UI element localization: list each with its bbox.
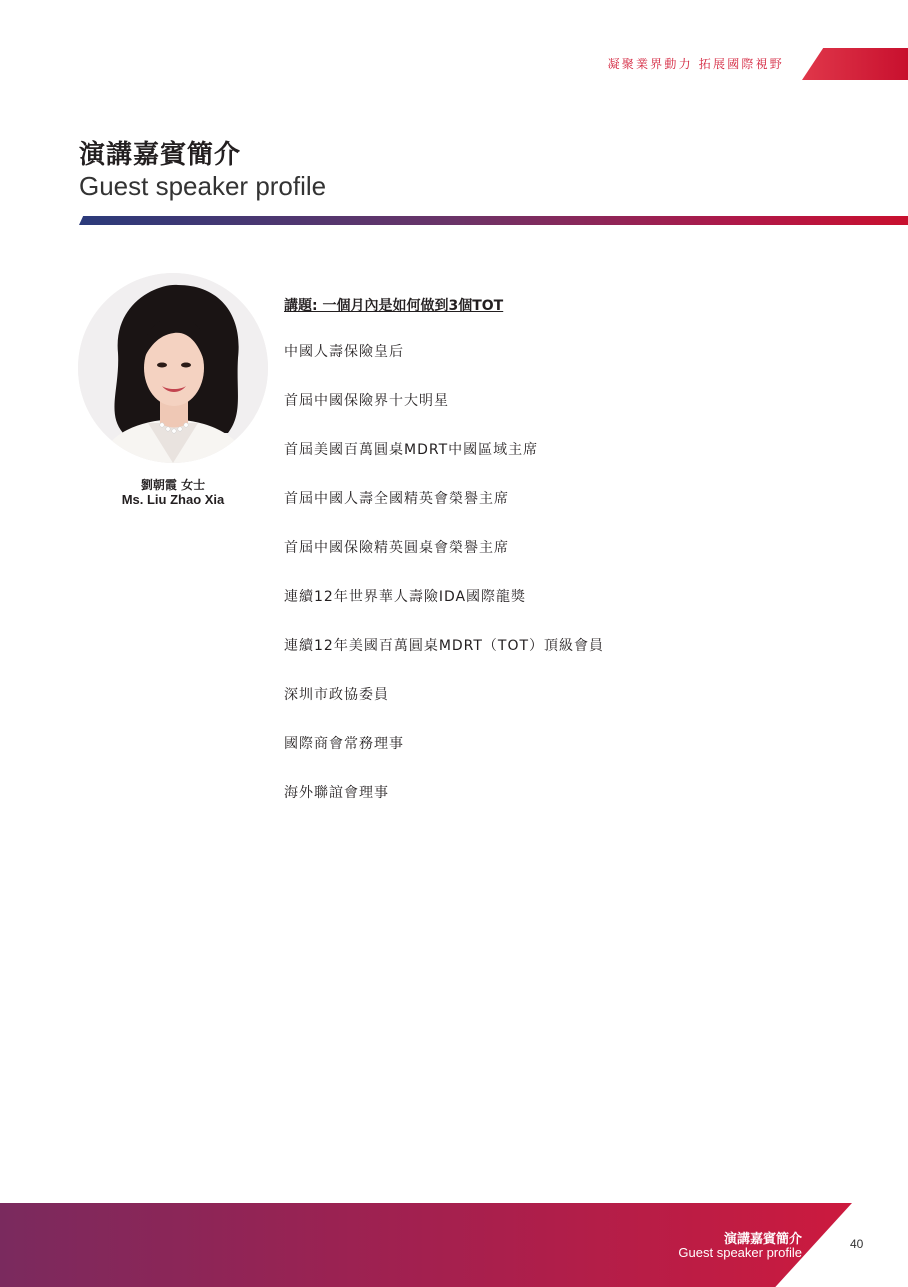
speaker-name-zh: 劉朝霞 女士 [140, 478, 206, 492]
credential-item: 首屆美國百萬圓桌MDRT中國區域主席 [284, 442, 539, 458]
speaker-portrait-illustration [78, 273, 268, 463]
credential-item: 中國人壽保險皇后 [284, 344, 404, 360]
speaker-credentials-list [284, 344, 604, 834]
header-tagline: 凝聚業界動力 拓展國際視野 [607, 57, 784, 71]
title-divider [79, 216, 908, 225]
page-title-en: Guest speaker profile [79, 171, 327, 201]
credential-item: 連續12年美國百萬圓桌MDRT（TOT）頂級會員 [284, 638, 605, 654]
speaker-name-en: Ms. Liu Zhao Xia [121, 492, 225, 507]
credential-item: 海外聯誼會理事 [284, 785, 389, 801]
credential-item: 連續12年世界華人壽險IDA國際龍獎 [284, 589, 527, 605]
credential-item: 深圳市政協委員 [284, 687, 389, 703]
header-corner-tab [802, 48, 908, 80]
credential-item: 首屆中國保險精英圓桌會榮譽主席 [284, 540, 509, 556]
speaker-photo [78, 273, 268, 463]
page-number: 40 [850, 1237, 864, 1251]
footer-title-zh: 演講嘉賓簡介 [723, 1232, 802, 1247]
speech-topic: 講題: 一個月內是如何做到3個TOT [284, 298, 504, 314]
credential-item: 首屆中國人壽全國精英會榮譽主席 [284, 491, 509, 507]
credential-item: 首屆中國保險界十大明星 [284, 393, 449, 409]
credential-item: 國際商會常務理事 [284, 736, 404, 752]
page-title-zh: 演講嘉賓簡介 [79, 140, 242, 170]
footer-title-en: Guest speaker profile [678, 1245, 802, 1260]
